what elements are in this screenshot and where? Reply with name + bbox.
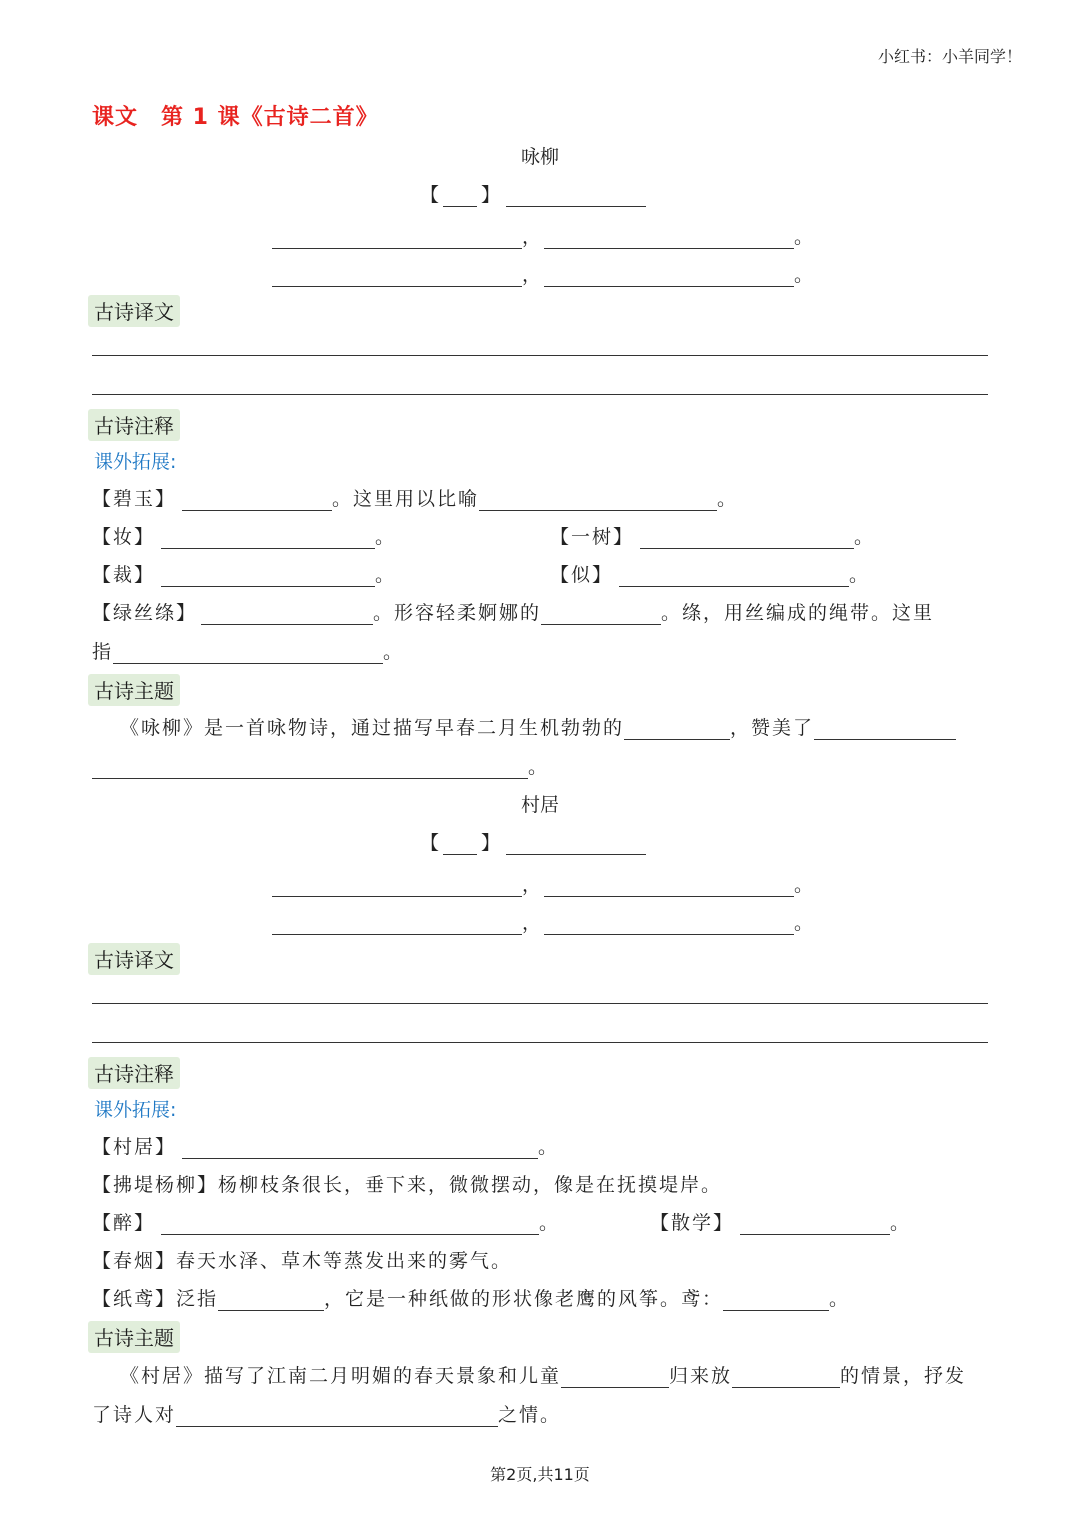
note-sanxue [650,1208,911,1235]
period: 。 [794,264,814,286]
poem1-line-1 [272,222,813,249]
note-chunyan [92,1246,512,1273]
dynasty-blank[interactable] [443,184,477,207]
period: 。 [717,488,739,510]
period: 。 [794,226,814,248]
theme-text: 《咏柳》是一首咏物诗，通过描写早春二月生机勃勃的 [120,717,625,739]
note-biyu [92,484,738,511]
comma: ， [522,264,542,286]
page-number: 第2页,共11页 [490,1465,590,1484]
period: 。 [794,912,814,934]
poem1-title: 咏柳 [520,146,559,168]
note-lvsitao [92,598,934,625]
note-zhuang [92,522,396,549]
theme-text: 之情。 [498,1404,562,1426]
poem2-notes-tag: 古诗注释 [88,1057,180,1089]
period: 。 [375,526,397,548]
note-futi [92,1170,722,1197]
translation-line[interactable] [92,1042,988,1043]
note-blank[interactable] [161,528,375,549]
note-text: 。形容轻柔婀娜的 [373,602,542,624]
bracket-close: 】 [481,832,501,854]
verse-blank[interactable] [544,264,794,287]
note-label: 【纸鸢】 [92,1288,177,1310]
note-blank[interactable] [182,1138,538,1159]
note-zhiyuan [92,1284,850,1311]
note-blank[interactable] [113,643,383,664]
note-label: 【似】 [550,564,614,586]
verse-blank[interactable] [272,874,522,897]
translation-line[interactable] [92,355,988,356]
note-text: 泛指 [176,1288,219,1310]
verse-blank[interactable] [272,912,522,935]
theme-blank[interactable] [92,758,528,779]
theme-blank[interactable] [561,1367,669,1388]
poem1-line-2 [272,260,813,287]
bracket-open: 【 [420,184,440,206]
period: 。 [854,526,876,548]
poem2-author-row [420,828,646,855]
bracket-close: 】 [481,184,501,206]
comma: ， [522,874,542,896]
period: 。 [849,564,871,586]
translation-line[interactable] [92,1003,988,1004]
note-blank[interactable] [218,1290,324,1311]
note-si [550,560,870,587]
verse-blank[interactable] [544,226,794,249]
note-zui [92,1208,560,1235]
theme-text: 的情景，抒发 [840,1365,967,1387]
note-label: 【春烟】 [92,1250,177,1272]
note-label: 【绿丝绦】 [92,602,198,624]
poem1-notes-tag: 古诗注释 [88,409,180,441]
period: 。 [383,641,405,663]
poem2-theme-line-1 [120,1361,966,1388]
poem2-extension-label: 课外拓展: [94,1099,177,1121]
note-blank[interactable] [161,1214,539,1235]
theme-blank[interactable] [732,1367,840,1388]
verse-blank[interactable] [544,912,794,935]
theme-blank[interactable] [814,719,956,740]
note-text: ，它是一种纸做的形状像老鹰的风筝。鸢： [324,1288,724,1310]
lesson-title: 课文 第 1 课《古诗二首》 [92,105,379,130]
note-text: 。绦，用丝编成的绳带。这里 [661,602,935,624]
note-blank[interactable] [740,1214,890,1235]
verse-blank[interactable] [272,264,522,287]
comma: ， [522,912,542,934]
theme-text: 了诗人对 [92,1404,177,1426]
verse-blank[interactable] [544,874,794,897]
author-blank[interactable] [506,832,646,855]
note-label: 【裁】 [92,564,156,586]
theme-blank[interactable] [624,719,730,740]
author-blank[interactable] [506,184,646,207]
period: 。 [375,564,397,586]
poem1-author-row [420,180,646,207]
poem2-translation-tag: 古诗译文 [88,943,180,975]
note-blank[interactable] [723,1290,829,1311]
poem1-extension-label: 课外拓展: [94,451,177,473]
note-label: 【拂堤杨柳】 [92,1174,219,1196]
note-blank[interactable] [479,490,717,511]
note-lvsitao-cont [92,637,404,664]
translation-line[interactable] [92,394,988,395]
note-blank[interactable] [619,566,849,587]
period: 。 [528,756,550,778]
note-label: 【醉】 [92,1212,156,1234]
poem2-title: 村居 [520,794,559,816]
poem1-theme-line-2 [92,752,549,779]
period: 。 [829,1288,851,1310]
period: 。 [538,1136,560,1158]
theme-text: 归来放 [669,1365,733,1387]
poem2-theme-tag: 古诗主题 [88,1321,180,1353]
poem1-theme-line-1 [120,713,956,740]
comma: ， [522,226,542,248]
period: 。 [539,1212,561,1234]
note-blank[interactable] [161,566,375,587]
theme-blank[interactable] [176,1406,498,1427]
note-text: 。这里用以比喻 [332,488,480,510]
watermark: 小红书：小羊同学！ [877,47,1022,66]
poem2-line-1 [272,870,813,897]
note-cai [92,560,396,587]
period: 。 [794,874,814,896]
note-label: 【村居】 [92,1136,177,1158]
note-label: 【散学】 [650,1212,735,1234]
verse-blank[interactable] [272,226,522,249]
note-blank[interactable] [201,604,373,625]
theme-text: ，赞美了 [730,717,815,739]
poem2-theme-line-2 [92,1400,561,1427]
note-blank[interactable] [541,604,661,625]
poem1-theme-tag: 古诗主题 [88,674,180,706]
note-cunju [92,1132,559,1159]
note-label: 【碧玉】 [92,488,177,510]
note-text: 杨柳枝条很长，垂下来，微微摆动，像是在抚摸堤岸。 [218,1174,723,1196]
note-blank[interactable] [640,528,854,549]
note-text: 指 [92,641,114,663]
poem1-translation-tag: 古诗译文 [88,295,180,327]
note-label: 【妆】 [92,526,156,548]
poem2-line-2 [272,908,813,935]
note-yishu [550,522,875,549]
note-text: 春天水泽、草木等蒸发出来的雾气。 [176,1250,513,1272]
dynasty-blank[interactable] [443,832,477,855]
theme-text: 《村居》描写了江南二月明媚的春天景象和儿童 [120,1365,562,1387]
period: 。 [890,1212,912,1234]
note-blank[interactable] [182,490,332,511]
note-label: 【一树】 [550,526,635,548]
bracket-open: 【 [420,832,440,854]
